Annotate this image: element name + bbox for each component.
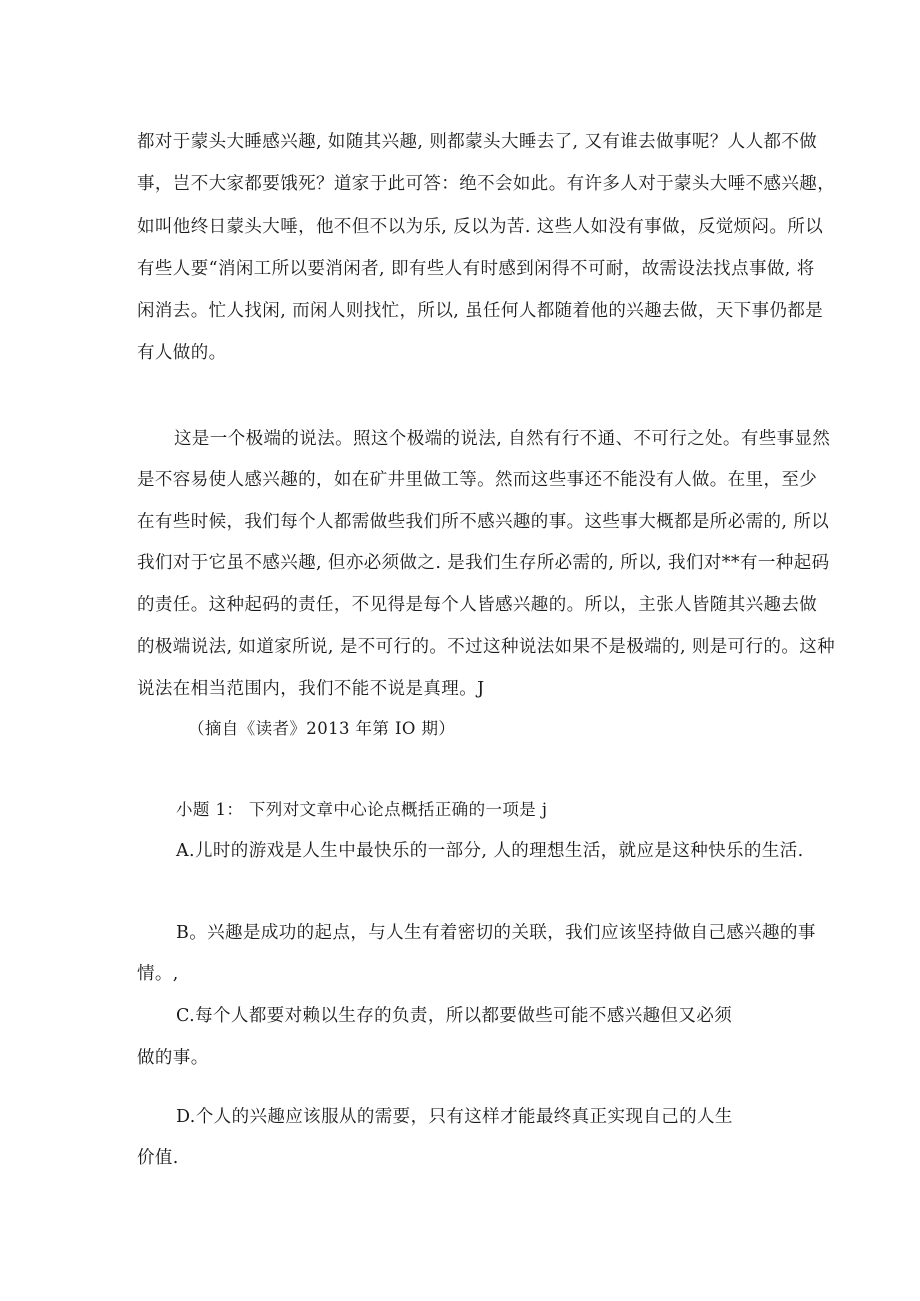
paragraph-2-line: 我们对于它虽不感兴趣, 但亦必须做之. 是我们生存所必需的, 所以, 我们对**有一种起码 — [137, 553, 830, 573]
source-citation: （摘自《读者》2013 年第 IO 期） — [188, 719, 456, 738]
paragraph-2-line: 的极端说法, 如道家所说, 是不可行的。不过这种说法如果不是极端的, 则是可行的。这种 — [137, 637, 836, 657]
paragraph-1-line: 都对于蒙头大睡感兴趣, 如随其兴趣, 则都蒙头大睡去了, 又有谁去做事呢？人人都不做 — [137, 132, 818, 152]
paragraph-1-line: 有人做的。 — [137, 343, 227, 363]
option-c: C.每个人都要对赖以生存的负责，所以都要做些可能不感兴趣但又必须 — [176, 1006, 733, 1026]
option-d-continuation: 价值. — [137, 1148, 179, 1168]
option-c-continuation: 做的事。 — [137, 1048, 209, 1068]
paragraph-1-line: 如叫他终日蒙头大唾，他不但不以为乐, 反以为苦. 这些人如没有事做，反觉烦闷。所以 — [137, 217, 824, 237]
option-b: B。兴趣是成功的起点，与人生有着密切的关联，我们应该坚持做自己感兴趣的事 — [176, 923, 816, 943]
option-a: A.儿时的游戏是人生中最快乐的一部分, 人的理想生活，就应是这种快乐的生活. — [176, 841, 804, 861]
option-b-continuation: 情。, — [137, 964, 179, 984]
paragraph-2-line: 是不容易使人感兴趣的，如在矿井里做工等。然而这些事还不能没有人做。在里，至少 — [137, 470, 818, 490]
question-stem: 小题 1： 下列对文章中心论点概括正确的一项是 j — [176, 800, 548, 819]
paragraph-1-line: 闲消去。忙人找闲, 而闲人则找忙，所以, 虽任何人都随着他的兴趣去做，天下事仍都是 — [137, 301, 824, 321]
paragraph-2-line: 的责任。这种起码的责任，不见得是每个人皆感兴趣的。所以，主张人皆随其兴趣去做 — [137, 595, 818, 615]
paragraph-1-line: 有些人要“消闲工所以要消闲者, 即有些人有时感到闲得不可耐，故需设法找点事做, 将 — [137, 259, 815, 279]
paragraph-2-line: 说法在相当范围内，我们不能不说是真理。J — [137, 679, 485, 699]
paragraph-2-line: 这是一个极端的说法。照这个极端的说法, 自然有行不通、不可行之处。有些事显然 — [174, 429, 831, 449]
paragraph-1-line: 事，岂不大家都要饿死？道家于此可答：绝不会如此。有许多人对于蒙头大唾不感兴趣， — [137, 174, 836, 194]
paragraph-2-line: 在有些时候，我们每个人都需做些我们所不感兴趣的事。这些事大概都是所必需的, 所以 — [137, 512, 830, 532]
option-d: D.个人的兴趣应该服从的需要，只有这样才能最终真正实现自己的人生 — [176, 1107, 733, 1127]
